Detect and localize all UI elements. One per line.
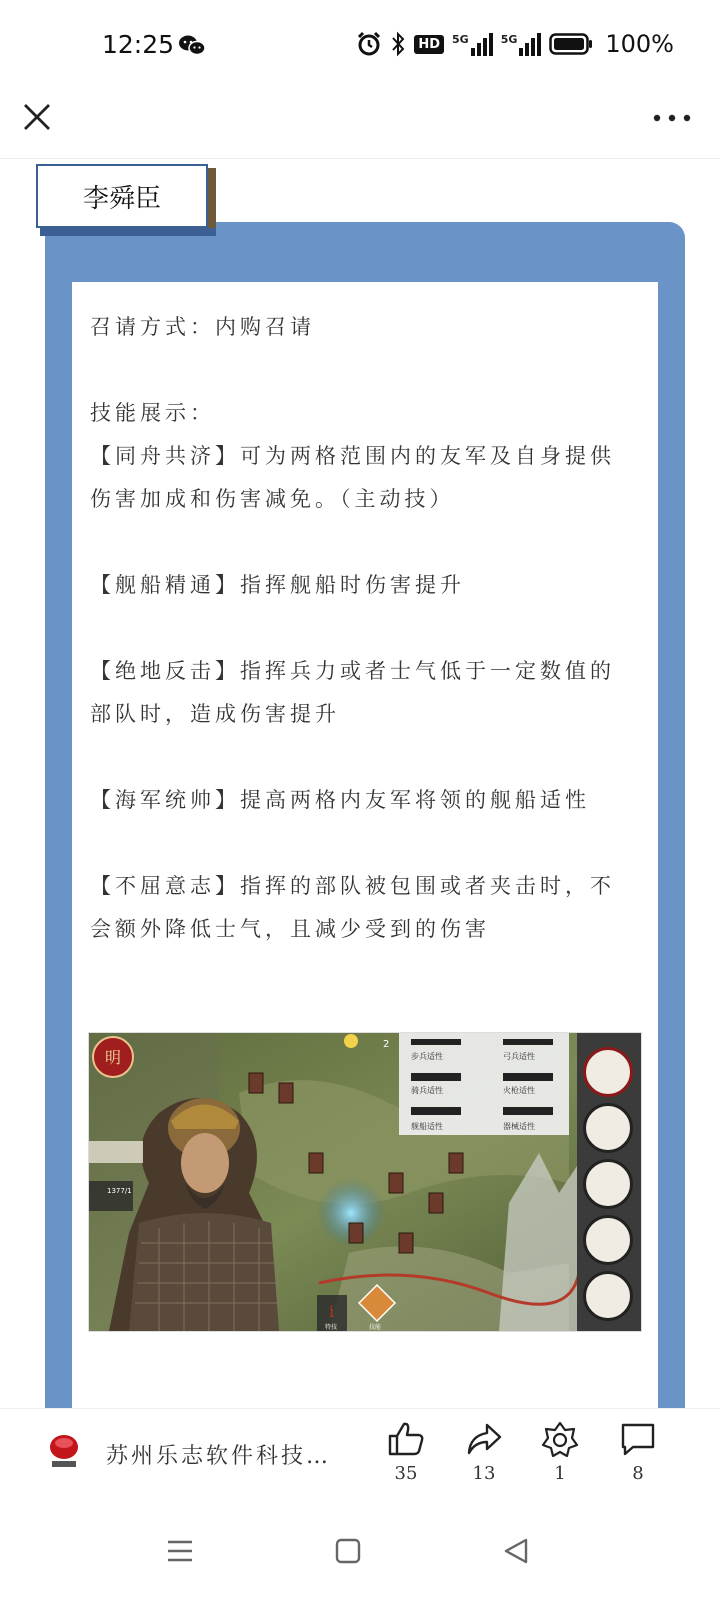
collect-button[interactable] [530, 1421, 590, 1484]
game-screenshot[interactable] [88, 1032, 642, 1332]
like-count: 35 [394, 1463, 418, 1484]
skill-juedi: 【绝地反击】指挥兵力或者士气低于一定数值的部队时，造成伤害提升 [90, 659, 615, 726]
comment-bubble-icon [619, 1421, 657, 1457]
skill-jianchuan: 【舰船精通】指挥舰船时伤害提升 [90, 573, 465, 597]
battery-percent: 100% [605, 30, 674, 58]
turn-count: 2 [383, 1039, 390, 1050]
top-nav [0, 92, 720, 159]
signal-5g-icon: 5G [452, 33, 493, 56]
like-button[interactable] [376, 1421, 436, 1484]
svg-text:i: i [329, 1302, 335, 1321]
command-rail [577, 1033, 641, 1331]
troops-label: 1377/1 [107, 1187, 132, 1195]
status-time: 12:25 [102, 30, 175, 59]
bottom-action-bar [0, 1408, 720, 1509]
star-outline-icon [541, 1421, 579, 1457]
article-content [0, 158, 720, 1408]
aptitude-label: 火枪适性 [503, 1086, 535, 1095]
menu-lines-icon[interactable] [163, 1534, 197, 1568]
hero-name: 李舜臣 [82, 183, 161, 214]
author-name[interactable]: 苏州乐志软件科技… [106, 1444, 332, 1469]
battery-icon [549, 32, 593, 56]
aptitude-label: 器械适性 [503, 1122, 535, 1131]
aptitude-panel [399, 1033, 569, 1135]
more-dots-icon[interactable] [652, 110, 692, 126]
hd-icon: HD [414, 35, 444, 54]
tag-shadow [40, 228, 216, 236]
general-portrait-icon [583, 1047, 633, 1097]
tag-shadow [208, 168, 216, 236]
bluetooth-icon [390, 31, 406, 57]
comment-count: 8 [632, 1463, 644, 1484]
ship-icon [583, 1103, 633, 1153]
article-text [90, 306, 638, 951]
skill-haijun: 【海军统帅】提高两格内友军将领的舰船适性 [90, 788, 590, 812]
aptitude-label: 弓兵适性 [503, 1052, 535, 1061]
system-nav-bar [0, 1508, 720, 1600]
hero-name-tag [36, 164, 208, 228]
summon-method: 召请方式：内购召请 [90, 315, 315, 339]
general-icon [583, 1271, 633, 1321]
collect-count: 1 [554, 1463, 566, 1484]
image-label: 技能 [369, 1324, 382, 1331]
skills-heading: 技能展示： [90, 401, 215, 425]
close-icon[interactable] [20, 100, 54, 134]
thumbs-up-icon [387, 1421, 425, 1457]
cavalry-icon [583, 1159, 633, 1209]
faction-badge: 明 [104, 1048, 122, 1067]
alarm-icon [356, 31, 382, 57]
boat-icon [583, 1215, 633, 1265]
signal-5g-icon: 5G [501, 33, 542, 56]
skill-buqu: 【不屈意志】指挥的部队被包围或者夹击时，不会额外降低士气，且减少受到的伤害 [90, 874, 615, 941]
comment-button[interactable] [608, 1421, 668, 1484]
home-square-icon[interactable] [331, 1534, 365, 1568]
image-label: 特技 [325, 1324, 338, 1331]
share-count: 13 [472, 1463, 496, 1484]
aptitude-label: 舰船适性 [411, 1122, 443, 1131]
skill-tongzhou: 【同舟共济】可为两格范围内的友军及自身提供伤害加成和伤害减免。（主动技） [90, 444, 615, 511]
author-logo-icon[interactable] [46, 1433, 82, 1473]
share-arrow-icon [465, 1421, 503, 1457]
status-bar [0, 0, 720, 92]
aptitude-label: 骑兵适性 [411, 1086, 443, 1095]
back-triangle-icon[interactable] [500, 1534, 534, 1568]
aptitude-label: 步兵适性 [411, 1052, 443, 1061]
share-button[interactable] [454, 1421, 514, 1484]
wechat-icon [178, 34, 206, 56]
